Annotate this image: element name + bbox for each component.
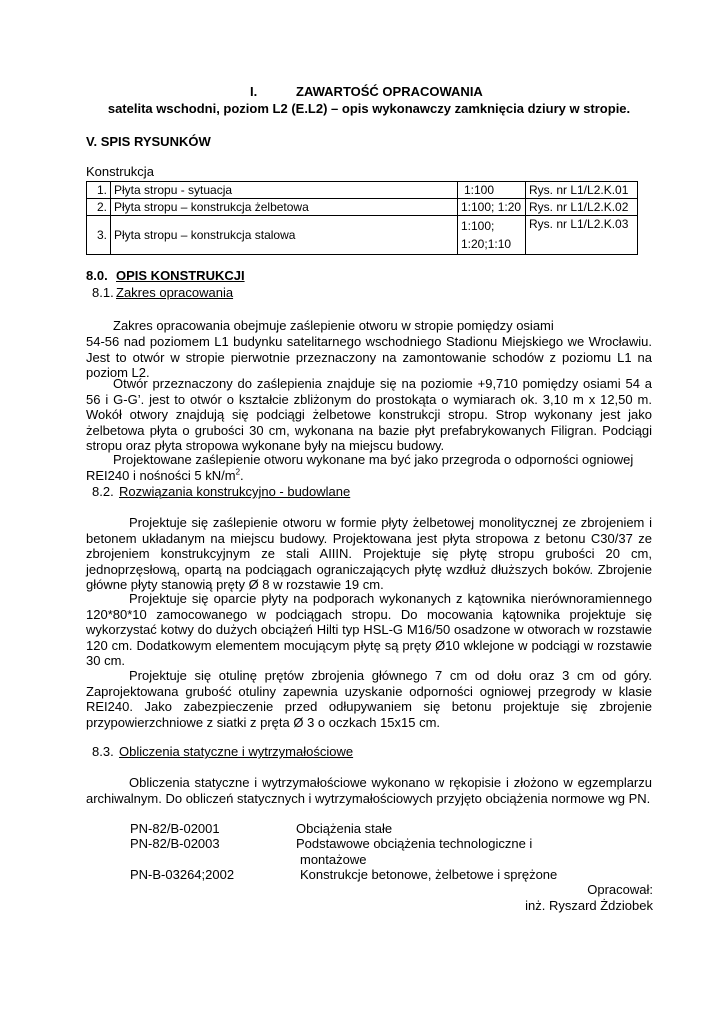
paragraph-text: Projektowane zaślepienie otworu wykonane ma być jako przegroda o odporności ogniowej REI240 i nośności 5 kN/m xyxy=(86,452,634,483)
drawings-table xyxy=(86,181,638,255)
drawing-name: Płyta stropu – konstrukcja żelbetowa xyxy=(111,199,458,216)
section-8-2-paragraph-1: Projektuje się zaślepienie otworu w formie płyty żelbetowej monolitycznej ze zbrojeniem i betonem układanym na miejscu budowy. Projektowana jest płyta stropowa z betonu C30/37 ze zbrojeniem konstrukcyjnym ze stali AIIIN. Projektuje się płytę stropu grubości 20 cm, jednoprzęsłową, opartą na podciągach ograniczających płytę wzdłuż dłuższych boków. Zbrojenie główne płyty stanowią pręty Ø 8 w rozstawie 19 cm. xyxy=(86,515,652,593)
drawing-scale: 1:100 xyxy=(458,182,526,199)
drawing-number: 3. xyxy=(87,216,111,255)
section-8-1-number: 8.1. xyxy=(92,285,114,300)
section-title: ZAWARTOŚĆ OPRACOWANIA xyxy=(296,84,483,99)
drawing-reference: Rys. nr L1/L2.K.01 xyxy=(526,182,638,199)
norm-description: Obciążenia stałe xyxy=(296,821,393,836)
paragraph-end: . xyxy=(240,467,244,483)
drawing-scale-cell xyxy=(458,216,526,255)
drawing-reference: Rys. nr L1/L2.K.02 xyxy=(526,199,638,216)
drawings-section-title: V. SPIS RYSUNKÓW xyxy=(86,134,211,149)
section-8-2-paragraph-3: Projektuje się otulinę prętów zbrojenia głównego 7 cm od dołu oraz 3 cm od góry. Zaprojektowana grubość otuliny zapewnia uzyskanie odporności ogniowej przegrody w klasie REI240. Jako zabezpieczenie przed odłupywaniem się betonu projektuje się zbrojenie przypowierzchniowe z siatki z pręta Ø 3 o oczkach 15x15 cm. xyxy=(86,668,652,730)
drawing-scale: 1:100; xyxy=(461,219,495,233)
section-8-2-paragraph-2: Projektuje się oparcie płyty na podporach wykonanych z kątownika nierównoramiennego 120*80*10 zamocowanego w podciągach stropu. Do mocowania kątownika projektuje się wykorzystać kotwy do dużych obciążeń Hilti typ HSL-G M16/50 osadzone w otworach w rozstawie 120 cm. Dodatkowym elementem mocującym płytę są pręty Ø10 wklejone w podciągi w rozstawie 30 cm. xyxy=(86,591,652,669)
table-row xyxy=(87,199,638,216)
drawing-scale: 1:100; 1:20 xyxy=(458,199,526,216)
document-subtitle: satelita wschodni, poziom L2 (E.L2) – opis wykonawczy zamknięcia dziury w stropie. xyxy=(107,101,631,116)
unit-exponent: 2 xyxy=(235,467,241,477)
drawing-number: 2. xyxy=(87,199,111,216)
drawing-name: Płyta stropu – konstrukcja stalowa xyxy=(111,216,458,255)
section-8-1-paragraph-2: Otwór przeznaczony do zaślepienia znajduje się na poziomie +9,710 pomiędzy osiami 54 a 56 i G-G’. jest to otwór o kształcie zbliżonym do prostokąta o wymiarach ok. 3,10 m x 12,50 m. Wokół otwory znajdują się podciągi żelbetowe konstrukcji stropu. Strop wykonany jest jako żelbetowa płyta o grubości 30 cm, wykonana na bazie płyt prefabrykowanych Filigran. Podciągi stropu oraz płyta stropowa wykonane były na miejscu budowy. xyxy=(86,376,652,454)
norm-description-line2: montażowe xyxy=(300,852,367,867)
section-number: I. xyxy=(250,84,258,99)
table-row xyxy=(87,216,638,255)
section-8-0-title: OPIS KONSTRUKCJI xyxy=(116,268,245,283)
section-8-2-title: Rozwiązania konstrukcyjno - budowlane xyxy=(119,484,351,499)
signature-name: inż. Ryszard Żdziobek xyxy=(525,898,653,913)
norm-code: PN-B-03264;2002 xyxy=(130,867,235,882)
section-8-2-number: 8.2. xyxy=(92,484,114,499)
signature-label: Opracował: xyxy=(587,882,653,897)
section-8-1-paragraph-1-lead: Zakres opracowania obejmuje zaślepienie otworu w stropie pomiędzy osiami xyxy=(113,318,554,333)
drawing-number: 1. xyxy=(87,182,111,199)
drawings-group-label: Konstrukcja xyxy=(86,164,154,179)
section-8-0-number: 8.0. xyxy=(86,268,108,283)
table-row xyxy=(87,182,638,199)
norm-code: PN-82/B-02001 xyxy=(130,821,220,836)
norm-description: Podstawowe obciążenia technologiczne i xyxy=(296,836,533,851)
section-8-3-number: 8.3. xyxy=(92,744,114,759)
section-8-1-paragraph-1: 54-56 nad poziomem L1 budynku satelitarnego wschodniego Stadionu Miejskiego we Wrocławiu. Jest to otwór w stropie pierwotnie przeznaczony na zamontowanie schodów z poziomu L1 na poziom L2. xyxy=(86,334,652,381)
section-8-1-paragraph-3 xyxy=(86,452,652,483)
section-8-3-title: Obliczenia statyczne i wytrzymałościowe xyxy=(119,744,354,759)
drawing-name: Płyta stropu - sytuacja xyxy=(111,182,458,199)
drawing-scale-line2: 1:20;1:10 xyxy=(461,237,512,251)
norm-code: PN-82/B-02003 xyxy=(130,836,220,851)
section-8-1-title: Zakres opracowania xyxy=(116,285,234,300)
norm-description: Konstrukcje betonowe, żelbetowe i sprężone xyxy=(300,867,558,882)
drawing-reference: Rys. nr L1/L2.K.03 xyxy=(526,216,638,255)
section-8-3-paragraph-1: Obliczenia statyczne i wytrzymałościowe wykonano w rękopisie i złożono w egzemplarzu archiwalnym. Do obliczeń statycznych i wytrzymałościowych przyjęto obciążenia normowe wg PN. xyxy=(86,775,652,806)
